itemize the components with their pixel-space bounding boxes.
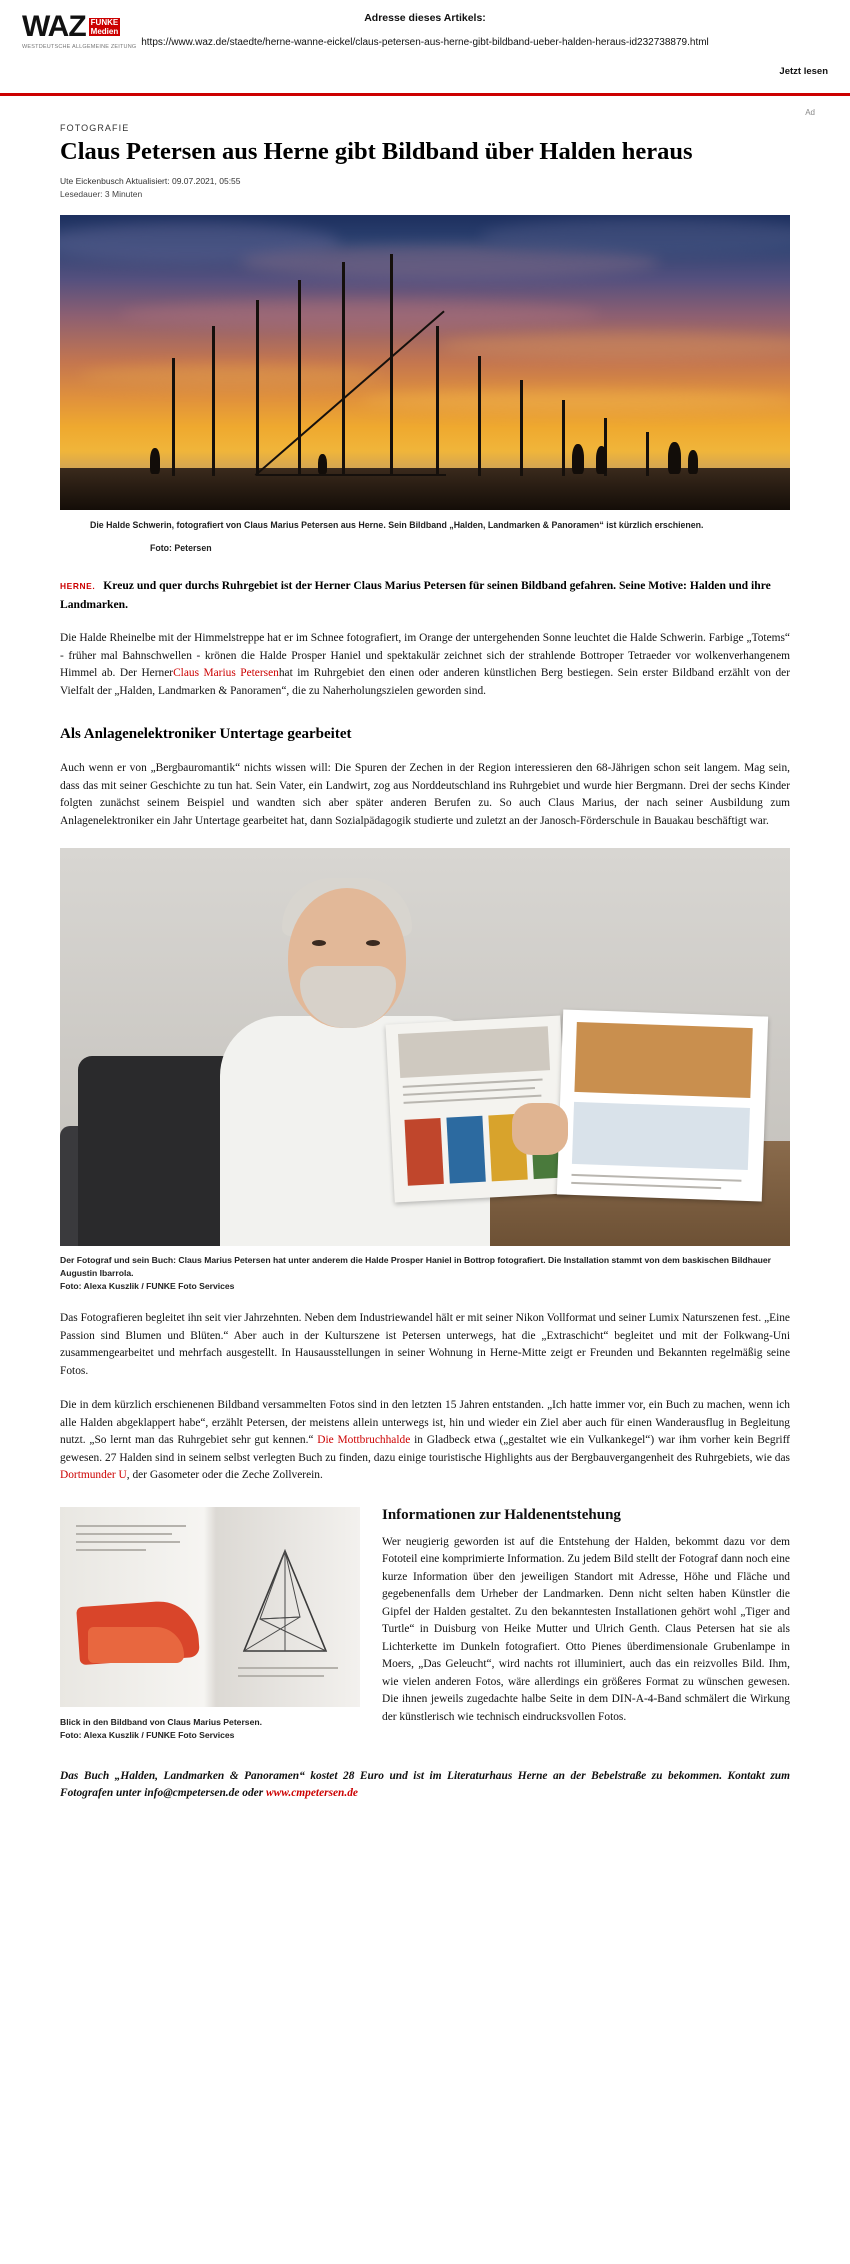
closing-text-a: Das Buch „Halden, Landmarken & Panoramen“ kostet 28 Euro und ist im Literaturhaus Herne an der Bebelstraße zu bekommen. Kontakt zum Fotografen unter bbox=[60, 1769, 790, 1799]
hero-caption bbox=[90, 519, 730, 555]
logo-funke-line1: FUNKE bbox=[90, 18, 119, 27]
read-now-link[interactable]: Jetzt lesen bbox=[779, 66, 828, 77]
book-right-page bbox=[557, 1009, 768, 1201]
hero-credit: Foto: Petersen bbox=[150, 542, 212, 553]
logo-wordmark: WAZ bbox=[22, 10, 86, 43]
two-column-block bbox=[60, 1507, 790, 1742]
paragraph-4-part-c: , der Gasometer oder die Zeche Zollverein. bbox=[126, 1469, 323, 1481]
paragraph-3: Das Fotografieren begleitet ihn seit vier Jahrzehnten. Neben dem Industriewandel hält er mit seiner Nikon Vollformat und seiner Lumix Naturszenen fest. „Eine Passion sind Blumen und Blüten.“ Aber auch in der Kulturszene ist Petersen unterwegs, hat die „Extraschicht“ begleitet und mit der Folkwang-Uni zusammengearbeitet und mehrfach ausgestellt. In Hausausstellungen in seiner Wohnung in Herne-Mitte zeigt er Freunden und Bekannten regelmäßig seine Fotos. bbox=[60, 1312, 790, 1377]
reading-time: Lesedauer: 3 Minuten bbox=[60, 189, 143, 199]
logo-subtitle: WESTDEUTSCHE ALLGEMEINE ZEITUNG bbox=[22, 44, 137, 50]
portrait-caption bbox=[60, 1254, 780, 1293]
paragraph-5: Wer neugierig geworden ist auf die Entstehung der Halden, bekommt dazu vor dem Fototeil eine komprimierte Information. Zu jedem Bild stellt der Fotograf dann noch eine kurze Information über den jeweiligen Standort mit Adresse, Höhe und Fläche und gegebenenfalls dem Urheber der Landmarken. Denn nicht selten haben Künstler die Gipfel der Halden gestaltet. Zu den bekanntesten Installationen gehört wohl „Tiger and Turtle“ in Duisburg von Heike Mutter und Ulrich Genth. Claus Petersen hat sie als Lichterkette im Dunkeln fotografiert. Otto Pienes überdimensionale Grubenlampe in Moers, „Das Geleucht“, wird nachts rot illuminiert, auch das ein reizvolles Bild. Ihm, wie vielen anderen Fotos, wäre allerdings ein größeres Format zu wünschen gewesen. Die ihnen jeweils zugedachte halbe Seite in dem DIN-A-4-Band schmälert die Wirkung der künstlerisch wie technisch eindrucksvollen Fotos. bbox=[382, 1535, 790, 1723]
article-body-2 bbox=[60, 1310, 790, 1485]
book-credit: Foto: Alexa Kuszlik / FUNKE Foto Services bbox=[60, 1729, 235, 1740]
portrait-credit: Foto: Alexa Kuszlik / FUNKE Foto Services bbox=[60, 1281, 235, 1291]
book-image-caption bbox=[60, 1716, 360, 1742]
ad-label: Ad bbox=[805, 108, 815, 117]
subheading-1: Als Anlagenelektroniker Untertage gearbeitet bbox=[60, 726, 352, 742]
link-dortmunder-u[interactable]: Dortmunder U bbox=[60, 1469, 127, 1481]
paragraph-4 bbox=[60, 1397, 790, 1485]
paragraph-4-part-a: Die in dem kürzlich erschienenen Bildband versammelten Fotos sind in den letzten 15 Jahren entstanden. „Ich hatte immer vor, ein Buch zu machen, wenn ich alle Halden abgeklappert habe“, erzählt Petersen, der meistens allein unterwegs ist, hin und wieder ein Ziel aber auch für einen Wanderausflug in Begleitung nutzt. „So lernt man das Ruhrgebiet sehr gut kennen.“ bbox=[60, 1399, 790, 1446]
book-caption-text: Blick in den Bildband von Claus Marius Petersen. bbox=[60, 1716, 262, 1727]
hero-image-halde-schwerin bbox=[60, 215, 790, 510]
article-kicker: FOTOGRAFIE bbox=[60, 123, 130, 133]
article-body bbox=[60, 577, 790, 830]
lead-place: HERNE. bbox=[60, 581, 96, 591]
byline-author-date: Ute Eickenbusch Aktualisiert: 09.07.2021, 05:55 bbox=[60, 176, 241, 186]
hero-caption-text: Die Halde Schwerin, fotografiert von Claus Marius Petersen aus Herne. Sein Bildband „Halden, Landmarken & Panoramen“ ist kürzlich erschienen. bbox=[90, 520, 704, 530]
site-header bbox=[0, 0, 850, 96]
book-image-column bbox=[60, 1507, 360, 1742]
lead-text: Kreuz und quer durchs Ruhrgebiet ist der Herner Claus Marius Petersen für seinen Bildband gefahren. Seine Motive: Halden und ihre Landmarken. bbox=[60, 579, 771, 611]
paragraph-1 bbox=[60, 630, 790, 700]
paragraph-2: Auch wenn er von „Bergbauromantik“ nichts wissen will: Die Spuren der Zechen in der Region interessieren den 68-Jährigen schon seit langem. Mag sein, dass das mit seiner Geschichte zu tun hat. Sein Vater, ein Landwirt, zog aus Norddeutschland ins Ruhrgebiet und wurde hier Bergmann. Drei der sechs Kinder folgten zunächst seinem Beispiel und wandten sich aber später anderen Berufen zu. So auch Claus Marius, der nach seiner Ausbildung zum Anlagenelektroniker ein Jahr Untertage gearbeitet hat, dann Sozialpädagogik studierte und zuletzt an der Janosch-Förderschule in Bauakau beschäftigt war. bbox=[60, 762, 790, 827]
link-email-photographer[interactable]: info@cmpetersen.de bbox=[144, 1787, 240, 1799]
logo-funke-badge bbox=[89, 18, 121, 36]
portrait-caption-text: Der Fotograf und sein Buch: Claus Marius Petersen hat unter anderem die Halde Prosper Haniel in Bottrop fotografiert. Die Installation stammt von dem baskischen Bildhauer Augustin Ibarrola. bbox=[60, 1255, 772, 1278]
article-wrapper bbox=[30, 96, 820, 1823]
section-column bbox=[382, 1507, 790, 1727]
paragraph-1-part-a: Die Halde Rheinelbe mit der Himmelstreppe hat er im Schnee fotografiert, im Orange der untergehenden Sonne leuchtet die Halde Schwerin. Farbige „Totems“ - früher mal Bahnschwellen - krönen die Halde Prosper Haniel und spektakulär zeichnet sich der strahlende Bottroper Tetraeder vor wolkenverhangenem Himmel ab. Der Herner bbox=[60, 632, 790, 679]
link-photographer-website[interactable]: www.cmpetersen.de bbox=[266, 1787, 358, 1799]
link-claus-marius-petersen[interactable]: Claus Marius Petersen bbox=[173, 667, 279, 679]
closing-note bbox=[60, 1768, 790, 1803]
paragraph-4-part-b: in Gladbeck etwa („gestaltet wie ein Vulkankegel“) war ihm vorher kein Begriff gewesen. 27 Halden sind in seinem selbst verlegten Buch zu finden, dazu einige touristische Highlights aus der Bergbauvergangenheit des Ruhrgebiets, wie das bbox=[60, 1434, 790, 1464]
book-spread-image bbox=[60, 1507, 360, 1707]
paragraph-1-part-b: hat im Ruhrgebiet den einen oder anderen künstlichen Berg bestiegen. Sein erster Bildband erzählt von der Vielfalt der „Halden, Landmarken & Panoramen“, die zu Naherholungszielen geworden sind. bbox=[60, 667, 790, 697]
article-address-label: Adresse dieses Artikels: bbox=[364, 12, 486, 24]
subheading-2: Informationen zur Haldenentstehung bbox=[382, 1506, 621, 1523]
closing-text-b: oder bbox=[242, 1787, 264, 1799]
site-logo[interactable] bbox=[22, 10, 150, 44]
article-lead bbox=[60, 577, 790, 613]
tetraeder-illustration bbox=[240, 1547, 330, 1657]
portrait-image-photographer-with-book bbox=[60, 848, 790, 1246]
page-title: Claus Petersen aus Herne gibt Bildband über Halden heraus bbox=[60, 138, 693, 165]
article-url[interactable]: https://www.waz.de/staedte/herne-wanne-eickel/claus-petersen-aus-herne-gibt-bildband-ueber-halden-heraus-id232738879.html bbox=[141, 37, 709, 48]
byline bbox=[30, 175, 820, 201]
logo-funke-line2: Medien bbox=[90, 27, 119, 36]
link-mottbruchhalde[interactable]: Die Mottbruchhalde bbox=[317, 1434, 411, 1446]
